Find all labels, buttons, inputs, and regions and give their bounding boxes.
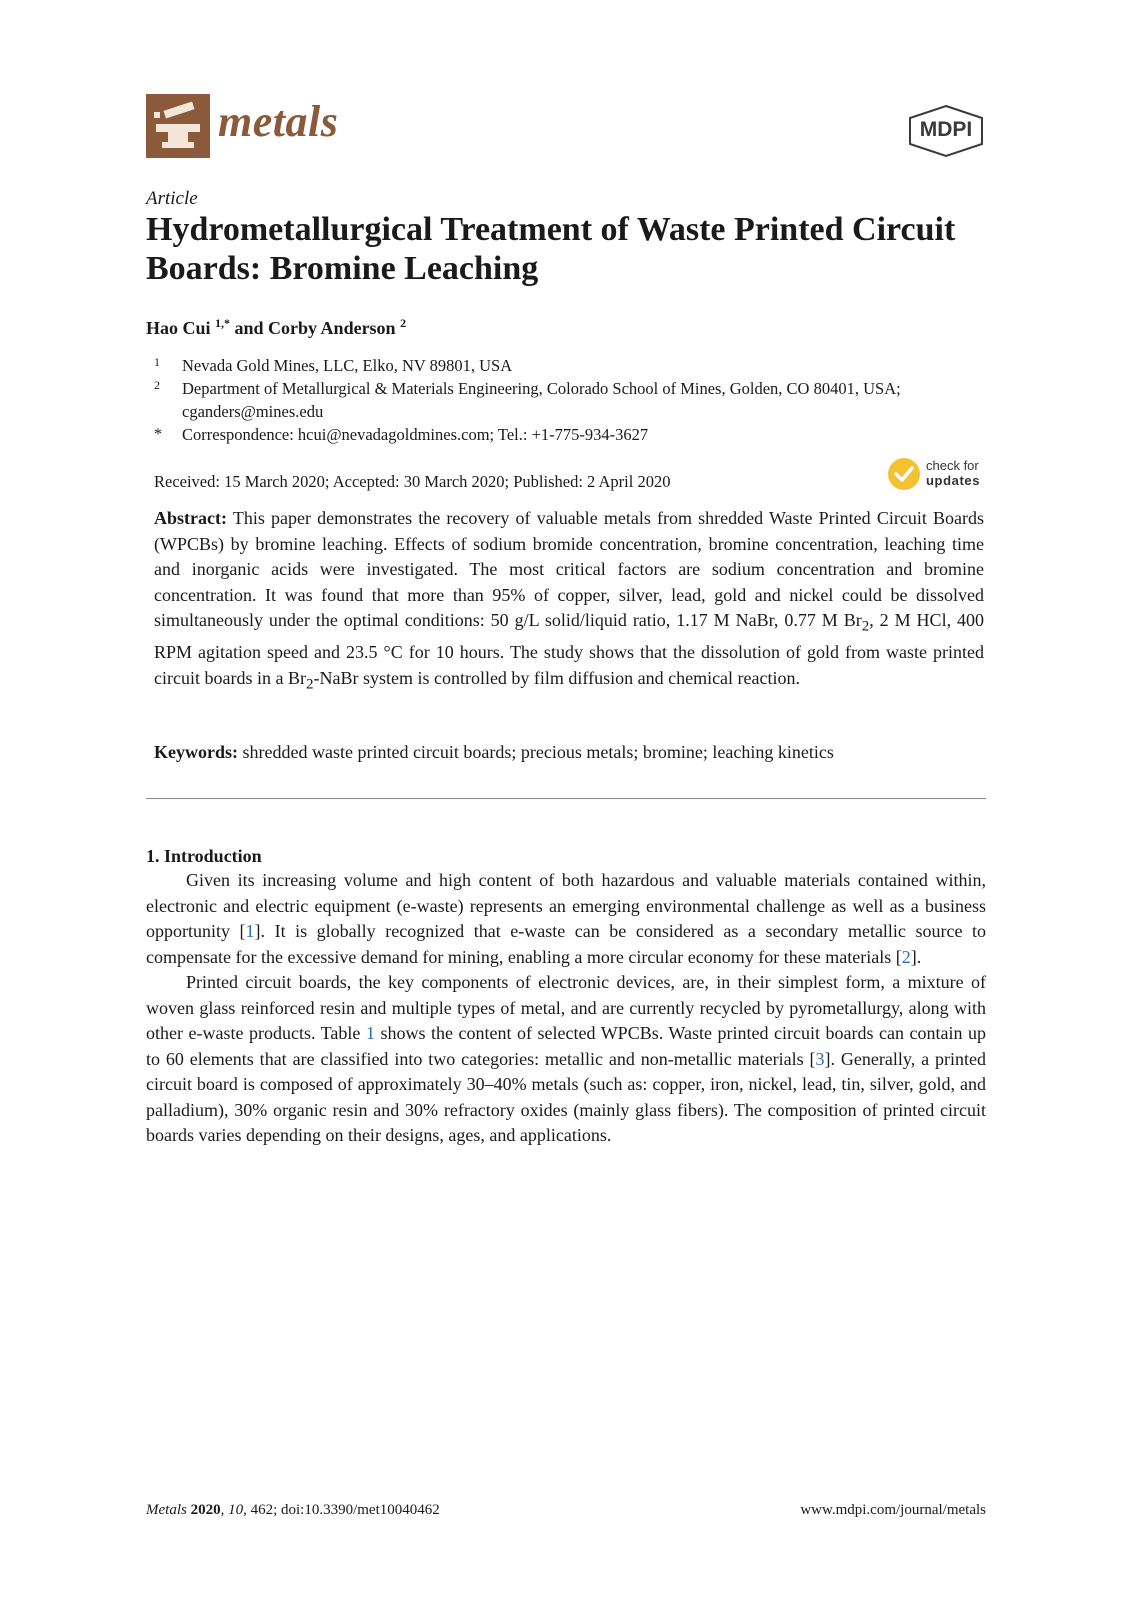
affiliation-mark: 1 bbox=[154, 355, 160, 369]
mdpi-logo[interactable] bbox=[906, 104, 986, 158]
affiliation-mark: 2 bbox=[154, 378, 160, 392]
mdpi-logo-text: MDPI bbox=[919, 118, 973, 141]
table-link[interactable]: 1 bbox=[365, 1023, 375, 1043]
check-updates-line1: check for bbox=[926, 458, 979, 473]
author-affiliation-mark: 1,* bbox=[215, 316, 231, 330]
journal-logo bbox=[146, 94, 210, 158]
affiliation-item bbox=[154, 423, 984, 446]
paragraph bbox=[146, 970, 986, 1149]
anvil-icon bbox=[146, 94, 210, 158]
paragraph-text: Given its increasing volume and high content of both hazardous and valuable materials contained within, electronic and electric equipment (e-waste) represents an emerging environmental challenge as well as a business opportunity [ bbox=[146, 870, 986, 941]
article-type: Article bbox=[146, 188, 198, 209]
subscript: 2 bbox=[305, 676, 314, 693]
footer-journal: Metals bbox=[146, 1502, 187, 1518]
affiliation-text: Nevada Gold Mines, LLC, Elko, NV 89801, USA bbox=[182, 356, 513, 375]
keywords bbox=[154, 742, 984, 763]
paragraph-text: shows the content of selected WPCBs. Waste printed circuit boards can contain up to 60 elements that are classified into two categories: metallic and non-metallic materials [ bbox=[146, 1023, 986, 1069]
paragraph-text: ]. bbox=[910, 946, 922, 967]
checkmark-icon bbox=[888, 458, 920, 490]
abstract-text-1: This paper demonstrates the recovery of valuable metals from shredded Waste Printed Circuit Boards (WPCBs) by bromine leaching. Effects of sodium bromide concentration, bromine concentration, leaching time and inorganic acids were investigated. The most critical factors are sodium concentration and bromine concentration. It was found that more than 95% of copper, silver, lead, gold and nickel could be dissolved simultaneously under the optimal conditions: 50 g/L solid/liquid ratio, 1.17 M NaBr, 0.77 M Br bbox=[154, 508, 984, 630]
authors-joiner: and bbox=[234, 318, 264, 338]
affiliation-mark: * bbox=[154, 426, 162, 443]
journal-name[interactable]: metals bbox=[218, 97, 339, 146]
footer-year: 2020 bbox=[190, 1502, 221, 1518]
section-heading: 1. Introduction bbox=[146, 846, 262, 866]
affiliations bbox=[154, 354, 984, 446]
paragraph-text: ]. Generally, a printed circuit board is composed of approximately 30–40% metals (such as: copper, iron, nickel, lead, tin, silver, gold, and palladium), 30% organic resin and 30% refractory oxides (mainly glass fibers). The composition of printed circuit boards varies depending on their designs, ages, and applications. bbox=[146, 1048, 986, 1145]
citation-footer: Metals 2020, 10, 462; doi:10.3390/met10040462 bbox=[146, 1502, 440, 1518]
citation-link[interactable]: 1 bbox=[245, 921, 255, 941]
abstract bbox=[154, 506, 984, 698]
journal-url[interactable]: www.mdpi.com/journal/metals bbox=[800, 1502, 986, 1518]
keywords-label: Keywords: bbox=[154, 742, 238, 762]
citation-link[interactable]: 3 bbox=[815, 1048, 825, 1069]
footer-volume: 10 bbox=[228, 1502, 244, 1518]
article-title: Hydrometallurgical Treatment of Waste Printed Circuit Boards: Bromine Leaching bbox=[146, 211, 956, 287]
author-name[interactable]: Corby Anderson bbox=[268, 318, 396, 338]
affiliation-item bbox=[154, 377, 984, 423]
abstract-text-3: -NaBr system is controlled by film diffusion and chemical reaction. bbox=[313, 667, 801, 688]
affiliation-item bbox=[154, 354, 984, 377]
correspondence-text: Correspondence: hcui@nevadagoldmines.com; Tel.: +1-775-934-3627 bbox=[182, 425, 649, 444]
publication-dates: Received: 15 March 2020; Accepted: 30 March 2020; Published: 2 April 2020 bbox=[154, 472, 671, 491]
affiliation-text: Department of Metallurgical & Materials Engineering, Colorado School of Mines, Golden, CO 80401, USA; cganders@mines.edu bbox=[182, 379, 901, 421]
author-affiliation-mark: 2 bbox=[400, 316, 407, 330]
body-text bbox=[146, 868, 986, 1149]
abstract-label: Abstract: bbox=[154, 508, 227, 528]
paragraph-text: Printed circuit boards, the key components of electronic devices, are, in their simplest form, a mixture of woven glass reinforced resin and multiple types of metal, and are currently recycled by pyrometallurgy, along with other e-waste products. Table bbox=[146, 972, 986, 1043]
author-name[interactable]: Hao Cui bbox=[146, 318, 211, 338]
abstract-text-2: , 2 M HCl, 400 RPM agitation speed and 23.5 °C for 10 hours. The study shows that the dissolution of gold from waste printed circuit boards in a Br bbox=[154, 610, 985, 688]
footer-doi: , 462; doi:10.3390/met10040462 bbox=[243, 1502, 440, 1518]
author-list bbox=[146, 316, 406, 339]
check-for-updates-badge[interactable] bbox=[888, 456, 988, 492]
keywords-text: shredded waste printed circuit boards; precious metals; bromine; leaching kinetics bbox=[242, 742, 834, 762]
check-updates-line2: updates bbox=[926, 473, 981, 488]
subscript: 2 bbox=[861, 618, 870, 635]
section-divider bbox=[146, 798, 986, 799]
paragraph bbox=[146, 868, 986, 970]
paragraph-text: ]. It is globally recognized that e-waste can be considered as a secondary metallic source to compensate for the excessive demand for mining, enabling a more circular economy for these materials [ bbox=[146, 921, 986, 967]
citation-link[interactable]: 2 bbox=[901, 946, 911, 967]
